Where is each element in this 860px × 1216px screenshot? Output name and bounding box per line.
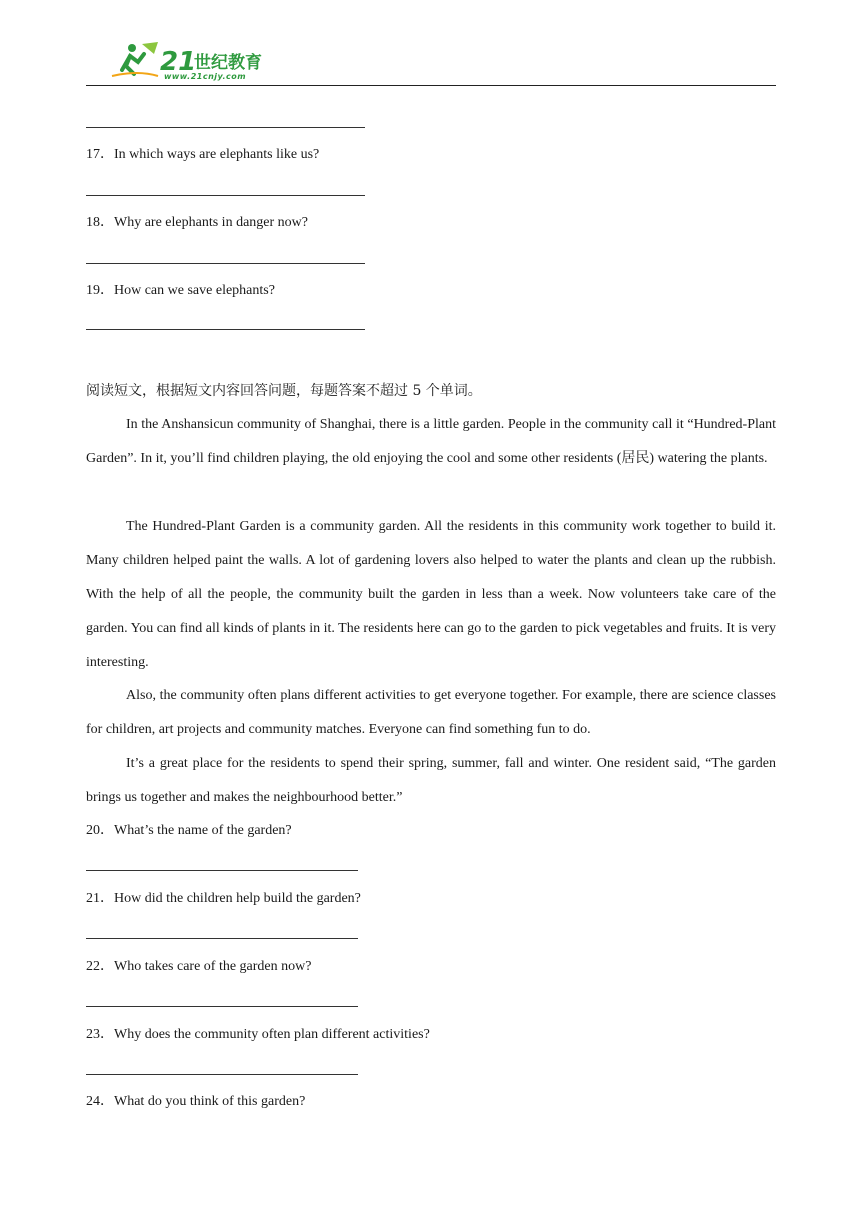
passage-paragraph-4: It’s a great place for the residents to spend their spring, summer, fall and winter. One resident said, “The garden brings us together and makes the neighbourhood better.” [86,756,776,805]
instruction: 阅读短文，根据短文内容回答问题，每题答案不超过 5 个单词。 [86,383,482,399]
question-number: 18． [86,215,114,230]
question-number: 21． [86,891,114,906]
answer-line-19[interactable] [86,329,365,330]
question-text: How can we save elephants? [114,283,275,298]
answer-line-18[interactable] [86,263,365,264]
answer-line-17[interactable] [86,195,365,196]
question-17 [86,145,319,165]
question-21 [86,889,361,909]
question-20 [86,821,292,841]
answer-line-20[interactable] [86,870,358,871]
question-text: In which ways are elephants like us? [114,147,320,162]
answer-line-23[interactable] [86,1074,358,1075]
answer-line-21[interactable] [86,938,358,939]
question-18 [86,213,308,233]
question-22 [86,957,311,977]
answer-line-16[interactable] [86,127,365,128]
logo-mark-text: 世纪教育 [194,53,262,73]
passage-paragraph-2: The Hundred-Plant Garden is a community garden. All the residents in this community work together to build it. Many children helped paint the walls. A lot of gardening lovers also helped to water the plants and clean up the rubbish. With the help of all the people, the community built the garden in less than a week. Now volunteers take care of the garden. You can find all kinds of plants in it. The residents here can go to the garden to pick vegetables and fruits. It is very interesting. [86,519,776,670]
logo [108,40,288,84]
svg-text:21: 21 [160,47,197,77]
answer-line-22[interactable] [86,1006,358,1007]
passage-paragraph-1: In the Anshansicun community of Shanghai, there is a little garden. People in the community call it “Hundred-Plant Garden”. In it, you’ll find children playing, the old enjoying the cool and some other residents (居民) watering the plants. [86,417,776,466]
question-23 [86,1025,430,1045]
question-text: What do you think of this garden? [114,1094,306,1109]
question-text: Why are elephants in danger now? [114,215,308,230]
question-number: 22． [86,959,114,974]
question-19 [86,281,275,301]
passage-paragraph-3: Also, the community often plans different activities to get everyone together. For example, there are science classes for children, art projects and community matches. Everyone can find something fun to do. [86,688,776,737]
question-24 [86,1092,305,1112]
question-number: 17． [86,147,114,162]
question-number: 24． [86,1094,114,1109]
header-divider [86,85,776,86]
question-number: 20． [86,823,114,838]
page-header [86,40,776,86]
question-text: Who takes care of the garden now? [114,959,312,974]
question-text: Why does the community often plan different activities? [114,1027,430,1042]
logo-url-text: www.21cnjy.com [164,72,247,81]
question-number: 23． [86,1027,114,1042]
question-text: What’s the name of the garden? [114,823,292,838]
question-text: How did the children help build the garden? [114,891,361,906]
question-number: 19． [86,283,114,298]
